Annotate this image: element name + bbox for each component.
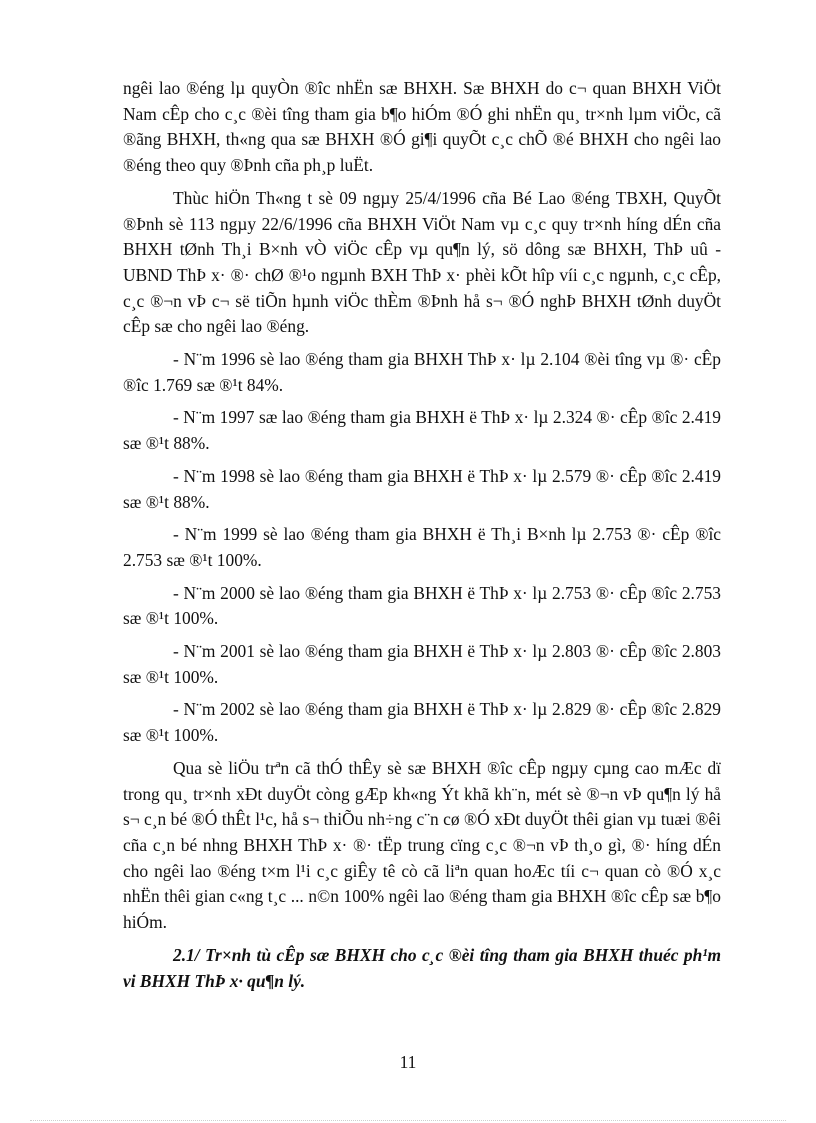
- document-page: [123, 76, 721, 994]
- statistic-item-1999: - N¨m 1999 sè lao ®éng tham gia BHXH ë Th¸i B×nh lµ 2.753 ®· cÊp ®îc 2.753 sæ ®¹t 100%.: [123, 524, 721, 570]
- statistic-item-1996: - N¨m 1996 sè lao ®éng tham gia BHXH ThÞ x· lµ 2.104 ®èi tîng vµ ®· cÊp ®îc 1.769 sæ ®¹t 84%.: [123, 349, 721, 395]
- statistic-item-2001: - N¨m 2001 sè lao ®éng tham gia BHXH ë ThÞ x· lµ 2.803 ®· cÊp ®îc 2.803 sæ ®¹t 100%.: [123, 641, 721, 687]
- statistic-item-1997: - N¨m 1997 sæ lao ®éng tham gia BHXH ë ThÞ x· lµ 2.324 ®· cÊp ®îc 2.419 sæ ®¹t 88%.: [123, 407, 721, 454]
- closing-paragraph: Qua sè liÖu trªn cã thÓ thÊy sè sæ BHXH ®îc cÊp ngµy cµng cao mÆc dï trong qu¸ tr×nh xÐt duyÖt còng gÆp kh«ng Ýt khã kh¨n, mét sè ®¬n vÞ qu¶n lý hå s¬ c¸n bé ®Ó thÊt l¹c, hå s¬ thiÕu nh÷ng c¨n cø ®Ó xÐt duyÖt thêi gian vµ tuæi ®êi cña c¸n bé nhng BHXH ThÞ x· ®· tËp trung cïng c¸c ®¬n vÞ th¸o gì, ®· híng dÉn cho ngêi lao ®éng t×m l¹i c¸c giÊy tê cò cã liªn quan hoÆc tíi c¬ quan cò ®Ó x¸c nhËn thêi gian c«ng t¸c ... n©n 100% ngêi lao ®éng tham gia BHXH ®îc cÊp sæ b¶o hiÓm.: [123, 757, 721, 933]
- statistic-item-1998: - N¨m 1998 sè lao ®éng tham gia BHXH ë ThÞ x· lµ 2.579 ®· cÊp ®îc 2.419 sæ ®¹t 88%.: [123, 465, 721, 512]
- statistic-item-2002: - N¨m 2002 sè lao ®éng tham gia BHXH ë ThÞ x· lµ 2.829 ®· cÊp ®îc 2.829 sæ ®¹t 100%.: [123, 699, 721, 746]
- footer-divider: [30, 1120, 786, 1121]
- statistic-item-2000: - N¨m 2000 sè lao ®éng tham gia BHXH ë ThÞ x· lµ 2.753 ®· cÊp ®îc 2.753 sæ ®¹t 100%.: [123, 582, 721, 629]
- paragraph-2: Thùc hiÖn Th«ng t sè 09 ngµy 25/4/1996 cña Bé Lao ®éng TBXH, QuyÕt ®Þnh sè 113 ngµy 22/6/1996 cña BHXH ViÖt Nam vµ c¸c quy tr×nh híng dÉn cña BHXH tØnh Th¸i B×nh vÒ viÖc cÊp vµ qu¶n lý, sö dông sæ BHXH, ThÞ uû - UBND ThÞ x· ®· chØ ®¹o ngµnh BXH ThÞ x· phèi kÕt hîp víi c¸c ngµnh, c¸c cÊp, c¸c ®¬n vÞ c¬ së tiÕn hµnh viÖc thÈm ®Þnh hå s¬ ®Ó nghÞ BHXH tØnh duyÖt cÊp sæ cho ngêi lao ®éng.: [123, 187, 721, 337]
- paragraph-1: ngêi lao ®éng lµ quyÒn ®îc nhËn sæ BHXH. Sæ BHXH do c¬ quan BHXH ViÖt Nam cÊp cho c¸c ®èi tîng tham gia b¶o hiÓm ®Ó ghi nhËn qu¸ tr×nh lµm viÖc, cã ®ãng BHXH, th«ng qua sæ BHXH ®Ó gi¶i quyÕt c¸c chÕ ®é BHXH cho ngêi lao ®éng theo quy ®Þnh cña ph¸p luËt.: [123, 78, 721, 176]
- section-heading: 2.1/ Tr×nh tù cÊp sæ BHXH cho c¸c ®èi tîng tham gia BHXH thuéc ph¹m vi BHXH ThÞ x· qu¶n lý.: [123, 944, 721, 991]
- page-number: 11: [399, 1052, 417, 1072]
